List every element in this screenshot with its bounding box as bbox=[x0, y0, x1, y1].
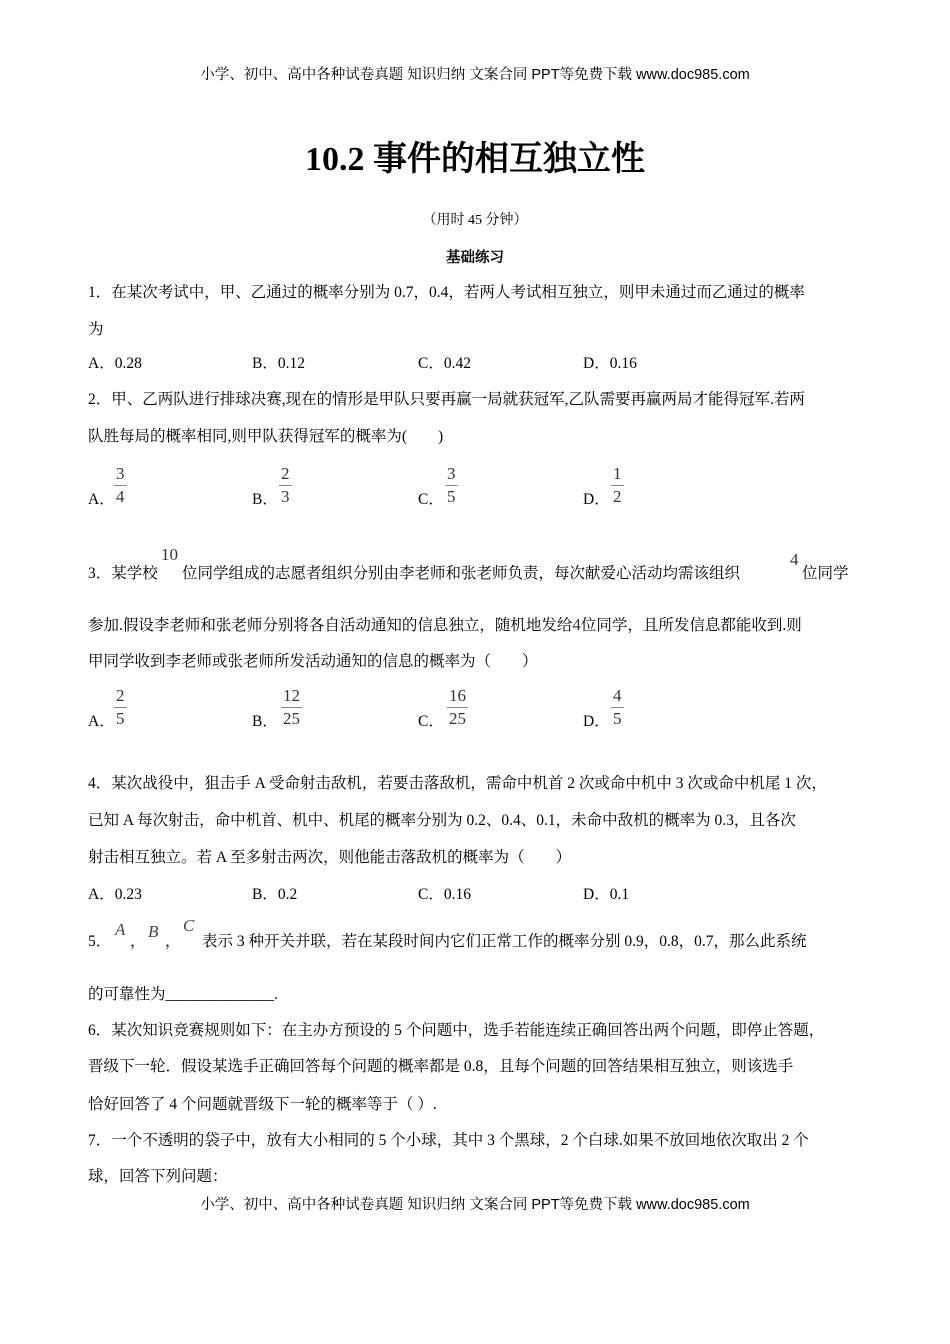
option-d: D．0.16 bbox=[583, 355, 637, 372]
question-text: 位同学组成的志愿者组织分别由李老师和张老师负责，每次献爱心活动均需该组织 bbox=[182, 565, 741, 582]
page-header: 小学、初中、高中各种试卷真题 知识归纳 文案合同 PPT等免费下载 www.doc985.com bbox=[200, 67, 750, 83]
option-c-fraction: $\frac{3}{5}$ bbox=[447, 464, 456, 506]
question-text: 晋级下一轮．假设某选手正确回答每个问题的概率都是 0.8，且每个问题的回答结果相互独立，则该选手 bbox=[88, 1058, 794, 1075]
question-text: 射击相互独立。若 A 至多射击两次，则他能击落敌机的概率为（ ） bbox=[88, 849, 572, 866]
question-text: 4．某次战役中，狙击手 A 受命射击敌机，若要击落敌机，需命中机首 2 次或命中机中 3 次或命中机尾 1 次， bbox=[88, 775, 827, 792]
question-text: 参加.假设李老师和张老师分别将各自活动通知的信息独立，随机地发给4位同学，且所发信息都能收到.则 bbox=[88, 615, 802, 634]
question-text-with-blank: 的可靠性为______________. bbox=[88, 986, 278, 1003]
question-text: 2．甲、乙两队进行排球决赛,现在的情形是甲队只要再赢一局就获冠军,乙队需要再赢两局才能得冠军.若两 bbox=[88, 391, 805, 408]
option-c: C．0.16 bbox=[418, 886, 471, 903]
question-text: 7．一个不透明的袋子中，放有大小相同的 5 个小球，其中 3 个黑球，2 个白球.如果不放回地依次取出 2 个 bbox=[88, 1132, 809, 1149]
option-d: D．0.1 bbox=[583, 886, 630, 903]
number-10: 10 bbox=[161, 545, 178, 564]
option-b: B．0.12 bbox=[252, 355, 305, 372]
question-text: 甲同学收到李老师或张老师所发活动通知的信息的概率为（ ） bbox=[88, 653, 538, 670]
option-c-fraction: $\frac{16}{25}$ bbox=[449, 686, 466, 728]
question-text: 已知 A 每次射击，命中机首、机中、机尾的概率分别为 0.2、0.4、0.1，未命中敌机的概率为 0.3，且各次 bbox=[88, 812, 796, 829]
option-a-label: A． bbox=[88, 491, 115, 508]
variable-b: B bbox=[148, 922, 159, 941]
question-text: 恰好回答了 4 个问题就晋级下一轮的概率等于（ ）. bbox=[88, 1096, 437, 1113]
question-text: 位同学 bbox=[802, 565, 849, 582]
option-b-label: B． bbox=[252, 713, 278, 730]
option-b: B．0.2 bbox=[252, 886, 298, 903]
question-text: 表示 3 种开关并联，若在某段时间内它们正常工作的概率分别 0.9，0.8，0.7，那么此系统 bbox=[202, 933, 807, 950]
number-4: 4 bbox=[790, 550, 799, 569]
question-text: 球，回答下列问题： bbox=[88, 1168, 228, 1185]
option-b-fraction: $\frac{12}{25}$ bbox=[283, 686, 300, 728]
question-text: 6．某次知识竞赛规则如下：在主办方预设的 5 个问题中，选手若能连续正确回答出两个问题，即停止答题， bbox=[88, 1022, 825, 1039]
option-c-label: C． bbox=[418, 713, 444, 730]
variable-c: C bbox=[183, 916, 195, 935]
question-text: 1．在某次考试中，甲、乙通过的概率分别为 0.7，0.4，若两人考试相互独立，则甲未通过而乙通过的概率 bbox=[88, 284, 805, 301]
option-a: A．0.28 bbox=[88, 355, 142, 372]
option-a-label: A． bbox=[88, 713, 115, 730]
subtitle: （用时 45 分钟） bbox=[422, 213, 528, 228]
option-d-label: D． bbox=[583, 491, 610, 508]
question-text: 3．某学校 bbox=[88, 565, 158, 582]
option-d-fraction: $\frac{1}{2}$ bbox=[613, 464, 622, 506]
option-c-label: C． bbox=[418, 491, 444, 508]
option-a: A．0.23 bbox=[88, 886, 142, 903]
option-c: C．0.42 bbox=[418, 355, 471, 372]
option-d-label: D． bbox=[583, 713, 610, 730]
question-text: 队胜每局的概率相同,则甲队获得冠军的概率为( ) bbox=[88, 428, 444, 445]
separator: ， bbox=[165, 933, 181, 950]
option-a-fraction: $\frac{2}{5}$ bbox=[116, 686, 125, 728]
option-d-fraction: $\frac{4}{5}$ bbox=[613, 686, 622, 728]
section-heading: 基础练习 bbox=[446, 250, 504, 266]
page-title: 10.2 事件的相互独立性 bbox=[305, 141, 645, 178]
question-text: 为 bbox=[88, 321, 104, 338]
question-number: 5． bbox=[88, 933, 112, 950]
variable-a: A bbox=[115, 920, 126, 939]
separator: ， bbox=[130, 933, 146, 950]
page-footer: 小学、初中、高中各种试卷真题 知识归纳 文案合同 PPT等免费下载 www.doc985.com bbox=[0, 1195, 950, 1215]
option-b-label: B． bbox=[252, 491, 278, 508]
option-b-fraction: $\frac{2}{3}$ bbox=[281, 464, 290, 506]
option-a-fraction: $\frac{3}{4}$ bbox=[116, 464, 125, 506]
